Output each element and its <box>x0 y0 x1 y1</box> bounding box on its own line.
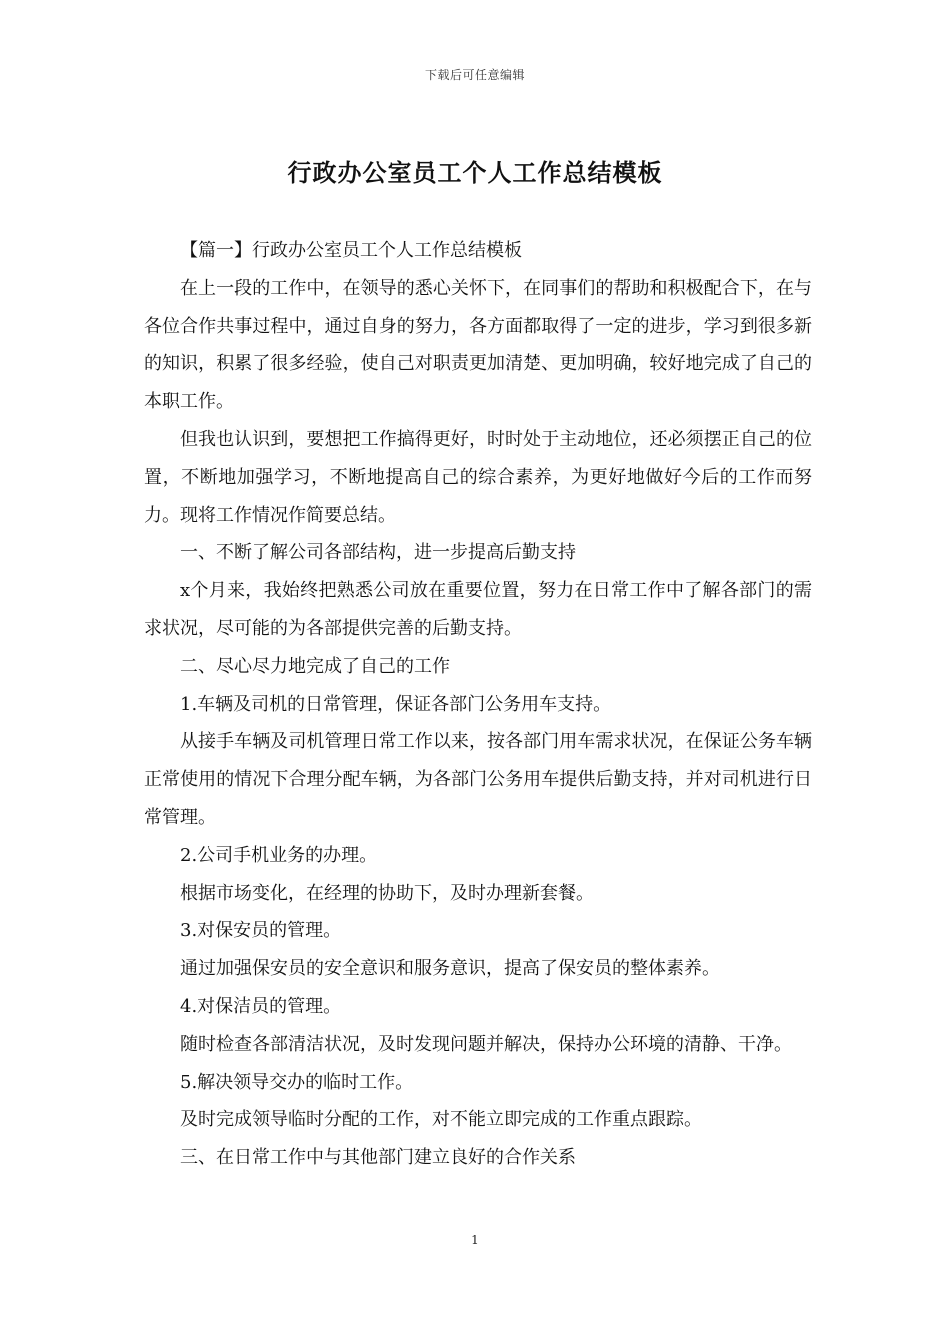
paragraph: 在上一段的工作中，在领导的悉心关怀下，在同事们的帮助和积极配合下，在与各位合作共事过程中，通过自身的努力，各方面都取得了一定的进步，学习到很多新的知识，积累了很多经验，使自己对职责更加清楚、更加明确，较好地完成了自己的本职工作。 <box>144 277 812 413</box>
page-number: 1 <box>471 1233 479 1247</box>
document-title: 行政办公室员工个人工作总结模板 <box>287 159 663 187</box>
paragraph: 根据市场变化，在经理的协助下，及时办理新套餐。 <box>180 882 594 904</box>
list-item-heading: 2.公司手机业务的办理。 <box>180 844 378 866</box>
header-note: 下载后可任意编辑 <box>424 68 525 82</box>
section-heading: 一、不断了解公司各部结构，进一步提高后勤支持 <box>180 542 576 564</box>
list-item-heading: 1.车辆及司机的日常管理，保证各部门公务用车支持。 <box>180 693 612 715</box>
paragraph: x个月来，我始终把熟悉公司放在重要位置，努力在日常工作中了解各部门的需求状况，尽可能的为各部提供完善的后勤支持。 <box>144 580 812 639</box>
section-heading: 三、在日常工作中与其他部门建立良好的合作关系 <box>180 1147 576 1169</box>
paragraph: 随时检查各部清洁状况，及时发现问题并解决，保持办公环境的清静、干净。 <box>180 1033 792 1055</box>
list-item-heading: 4.对保洁员的管理。 <box>180 995 342 1017</box>
paragraph: 及时完成领导临时分配的工作，对不能立即完成的工作重点跟踪。 <box>180 1109 702 1131</box>
document-body <box>144 232 812 1177</box>
paragraph: 但我也认识到，要想把工作搞得更好，时时处于主动地位，还必须摆正自己的位置，不断地加强学习，不断地提高自己的综合素养，为更好地做好今后的工作而努力。现将工作情况作简要总结。 <box>144 428 812 526</box>
paragraph: 从接手车辆及司机管理日常工作以来，按各部门用车需求状况，在保证公务车辆正常使用的情况下合理分配车辆，为各部门公务用车提供后勤支持，并对司机进行日常管理。 <box>144 731 812 828</box>
list-item-heading: 3.对保安员的管理。 <box>180 920 342 942</box>
section-heading: 【篇一】行政办公室员工个人工作总结模板 <box>180 240 522 261</box>
list-item-heading: 5.解决领导交办的临时工作。 <box>180 1071 414 1093</box>
paragraph: 通过加强保安员的安全意识和服务意识，提高了保安员的整体素养。 <box>180 958 720 980</box>
section-heading: 二、尽心尽力地完成了自己的工作 <box>180 655 450 677</box>
